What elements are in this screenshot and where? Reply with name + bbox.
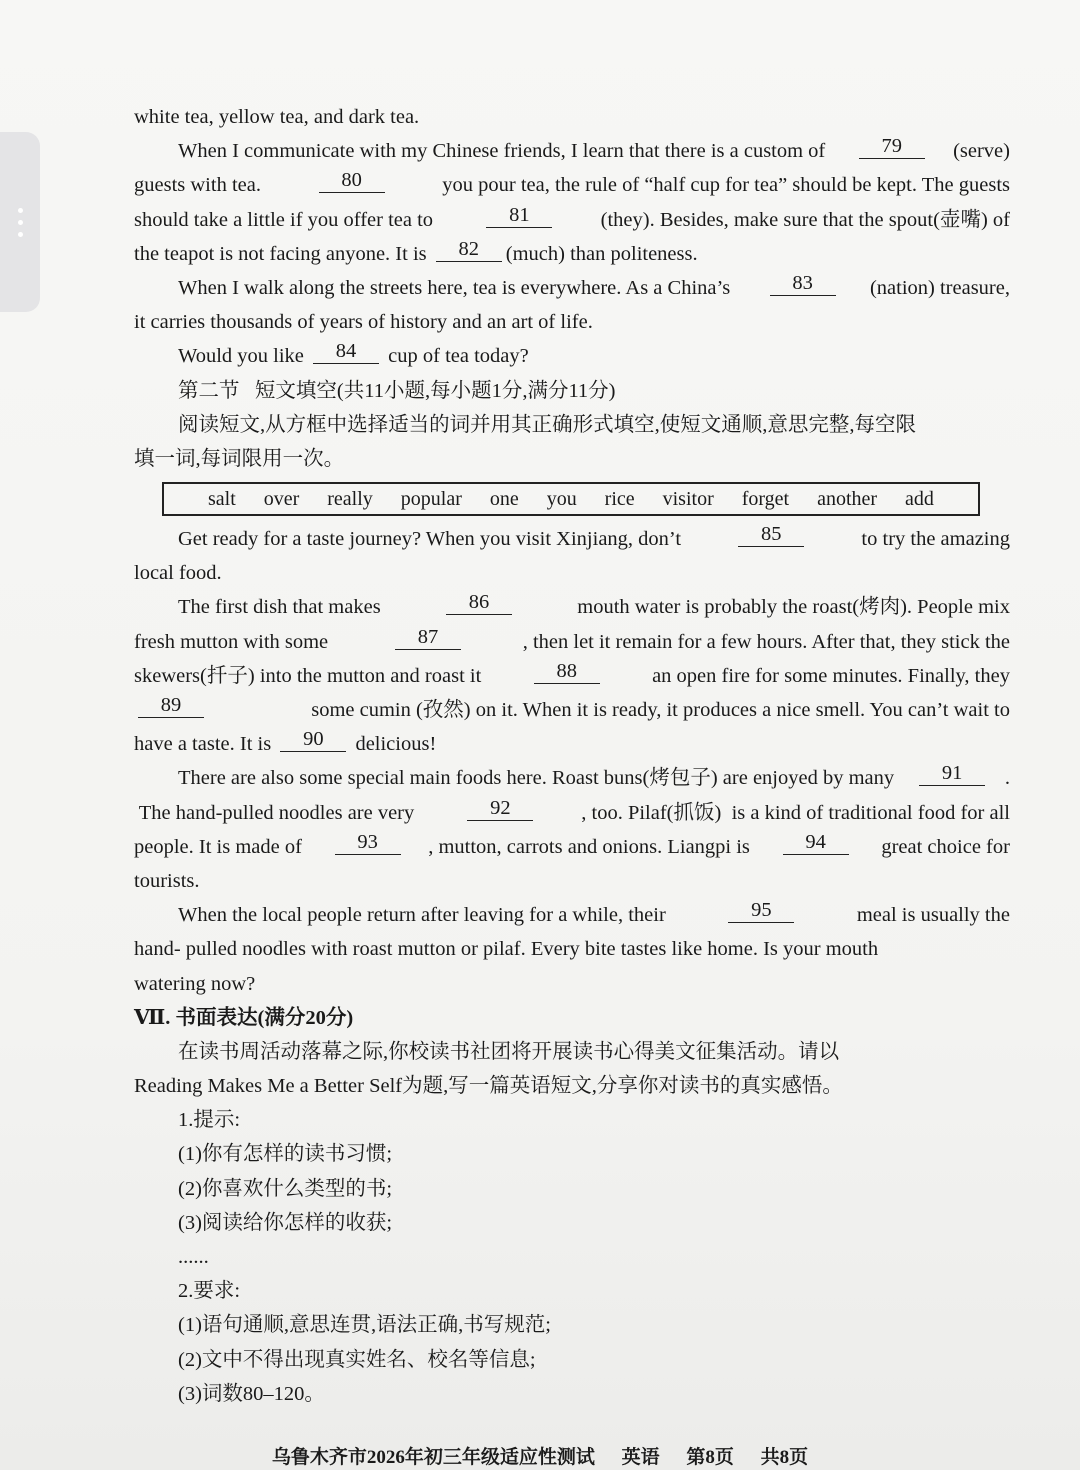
- answer-blank: 90: [280, 727, 346, 752]
- line-text: (1)你有怎样的读书习惯;: [178, 1143, 393, 1166]
- line-text: Reading Makes Me a Better Self为题,写一篇英语短文,分享你对读书的真实感悟。: [134, 1075, 843, 1098]
- line-text: .: [1004, 767, 1010, 790]
- text-line: [134, 1377, 1010, 1411]
- text-line: [134, 1069, 1010, 1103]
- tea-passage-section: [134, 100, 1010, 476]
- line-text: The hand-pulled noodles are very: [134, 801, 420, 824]
- text-line: [134, 442, 1010, 476]
- line-text: you pour tea, the rule of “half cup for tea” should be kept. The guests: [437, 174, 1010, 197]
- word-bank-item: add: [905, 487, 934, 510]
- answer-blank: 93: [335, 830, 401, 855]
- text-line: [134, 1343, 1010, 1377]
- line-text: When I communicate with my Chinese friends, I learn that there is a custom of: [178, 140, 831, 163]
- page-total: 共8页: [760, 1447, 809, 1468]
- line-text: (3)阅读给你怎样的收获;: [178, 1211, 393, 1234]
- line-text: meal is usually the: [851, 904, 1010, 927]
- line-text: tourists.: [134, 869, 200, 892]
- line-text: have a taste. It is: [134, 733, 277, 756]
- dot-icon: [18, 232, 23, 237]
- text-line: [134, 932, 1010, 966]
- answer-blank: 89: [138, 693, 204, 718]
- line-text: great choice for: [876, 835, 1010, 858]
- answer-blank: 88: [534, 659, 600, 684]
- line-text: 填一词,每词限用一次。: [134, 447, 345, 470]
- word-bank-item: forget: [741, 487, 790, 510]
- text-line: [134, 590, 1010, 624]
- word-bank-item: visitor: [662, 487, 714, 510]
- line-text: 第二节 短文填空(共11小题,每小题1分,满分11分): [178, 379, 616, 402]
- text-line: [134, 374, 1010, 408]
- line-text: skewers(扦子) into the mutton and roast it: [134, 664, 487, 687]
- word-bank-item: really: [327, 487, 373, 510]
- line-text: When I walk along the streets here, tea is everywhere. As a China’s: [178, 276, 736, 299]
- text-line: [134, 727, 1010, 761]
- text-line: [134, 168, 1010, 202]
- line-text: 2.要求:: [178, 1280, 241, 1303]
- line-text: (1)语句通顺,意思连贯,语法正确,书写规范;: [178, 1314, 551, 1337]
- word-bank-item: over: [263, 487, 300, 510]
- text-line: [134, 1206, 1010, 1240]
- exam-title: 乌鲁木齐市2026年初三年级适应性测试: [271, 1447, 595, 1468]
- word-bank-box: [162, 482, 980, 516]
- dot-icon: [18, 220, 23, 225]
- word-bank-item: salt: [208, 487, 236, 510]
- text-line: [134, 134, 1010, 168]
- line-text: 在读书周活动落幕之际,你校读书社团将开展读书心得美文征集活动。请以: [178, 1040, 840, 1063]
- exam-content: [134, 100, 1010, 1411]
- word-bank-item: popular: [400, 487, 462, 510]
- answer-blank: 91: [919, 761, 985, 786]
- line-text: When the local people return after leaving for a while, their: [178, 904, 671, 927]
- line-text: (2)文中不得出现真实姓名、校名等信息;: [178, 1348, 536, 1371]
- line-text: some cumin (孜然) on it. When it is ready, it produces a nice smell. You can’t wait to: [306, 699, 1010, 721]
- line-text: fresh mutton with some: [134, 630, 334, 653]
- text-line: [134, 1172, 1010, 1206]
- text-line: [134, 1137, 1010, 1171]
- line-text: , mutton, carrots and onions. Liangpi is: [428, 835, 756, 858]
- answer-blank: 80: [319, 168, 385, 193]
- answer-blank: 82: [436, 237, 502, 262]
- word-bank-item: one: [489, 487, 519, 510]
- dot-icon: [18, 208, 23, 213]
- line-text: should take a little if you offer tea to: [134, 208, 439, 231]
- text-line: [134, 305, 1010, 339]
- text-line: [134, 1103, 1010, 1137]
- line-text: it carries thousands of years of history and an art of life.: [134, 311, 593, 334]
- text-line: [134, 237, 1010, 271]
- text-line: [134, 967, 1010, 1001]
- text-line: [134, 1240, 1010, 1274]
- text-line: [134, 625, 1010, 659]
- line-text: Get ready for a taste journey? When you visit Xinjiang, don’t: [178, 528, 687, 551]
- word-bank-item: another: [817, 487, 878, 510]
- answer-blank: 94: [783, 830, 849, 855]
- line-text: 阅读短文,从方框中选择适当的词并用其正确形式填空,使短文通顺,意思完整,每空限: [178, 413, 916, 436]
- answer-blank: 84: [313, 339, 379, 364]
- answer-blank: 95: [728, 898, 794, 923]
- line-text: , then let it remain for a few hours. After that, they stick the: [522, 630, 1010, 653]
- subject-label: 英语: [621, 1447, 660, 1468]
- line-text: delicious!: [350, 733, 437, 756]
- text-line: [134, 1035, 1010, 1069]
- line-text: (they). Besides, make sure that the spout(壶嘴) of: [600, 208, 1010, 231]
- line-text: Would you like: [178, 345, 310, 368]
- line-text: watering now?: [134, 972, 256, 995]
- text-line: [134, 203, 1010, 237]
- line-text: guests with tea.: [134, 174, 267, 197]
- text-line: [134, 271, 1010, 305]
- answer-blank: 79: [859, 134, 925, 159]
- line-text: , too. Pilaf(抓饭) is a kind of traditional food for all: [581, 801, 1010, 824]
- text-line: [134, 1308, 1010, 1342]
- page-number: 第8页: [686, 1447, 734, 1468]
- text-line: [134, 339, 1010, 373]
- page-footer: [0, 1442, 1080, 1469]
- text-line: [134, 761, 1010, 795]
- text-line: [134, 693, 1010, 727]
- line-text: local food.: [134, 562, 222, 585]
- text-line: [134, 830, 1010, 864]
- line-text: white tea, yellow tea, and dark tea.: [134, 106, 420, 128]
- line-text: The first dish that makes: [178, 596, 386, 619]
- answer-blank: 83: [770, 271, 836, 296]
- text-line: [134, 864, 1010, 898]
- answer-blank: 87: [395, 625, 461, 650]
- answer-blank: 92: [467, 796, 533, 821]
- word-bank-item: you: [546, 487, 577, 510]
- line-text: ......: [178, 1246, 209, 1268]
- text-line: [134, 408, 1010, 442]
- text-line: [134, 659, 1010, 693]
- line-text: (nation) treasure,: [869, 276, 1010, 299]
- answer-blank: 86: [446, 590, 512, 615]
- line-text: to try the amazing: [856, 528, 1010, 551]
- line-text: cup of tea today?: [383, 345, 529, 368]
- text-line: [134, 522, 1010, 556]
- line-text: (3)词数80–120。: [178, 1382, 325, 1405]
- line-text: There are also some special main foods here. Roast buns(烤包子) are enjoyed by many: [178, 767, 900, 790]
- line-text: (2)你喜欢什么类型的书;: [178, 1177, 393, 1200]
- text-line: [134, 556, 1010, 590]
- food-passage-and-writing-section: [134, 522, 1010, 1411]
- line-text: an open fire for some minutes. Finally, they: [646, 664, 1010, 687]
- text-line: [134, 100, 1010, 134]
- line-text: (serve): [953, 140, 1010, 163]
- line-text: (much) than politeness.: [505, 242, 698, 265]
- text-line: [134, 1274, 1010, 1308]
- line-text: mouth water is probably the roast(烤肉). People mix: [572, 596, 1010, 619]
- answer-blank: 85: [738, 522, 804, 547]
- text-line: [134, 796, 1010, 830]
- text-line: [134, 1001, 1010, 1035]
- line-text: the teapot is not facing anyone. It is: [134, 242, 432, 265]
- line-text: hand- pulled noodles with roast mutton or pilaf. Every bite tastes like home. Is your mouth: [134, 938, 879, 961]
- text-line: [134, 898, 1010, 932]
- line-text: 1.提示:: [178, 1109, 241, 1132]
- side-menu-handle[interactable]: [0, 132, 40, 312]
- word-bank-item: rice: [604, 487, 635, 510]
- line-text: Ⅶ. 书面表达(满分20分): [134, 1006, 354, 1029]
- answer-blank: 81: [486, 203, 552, 228]
- line-text: people. It is made of: [134, 835, 308, 858]
